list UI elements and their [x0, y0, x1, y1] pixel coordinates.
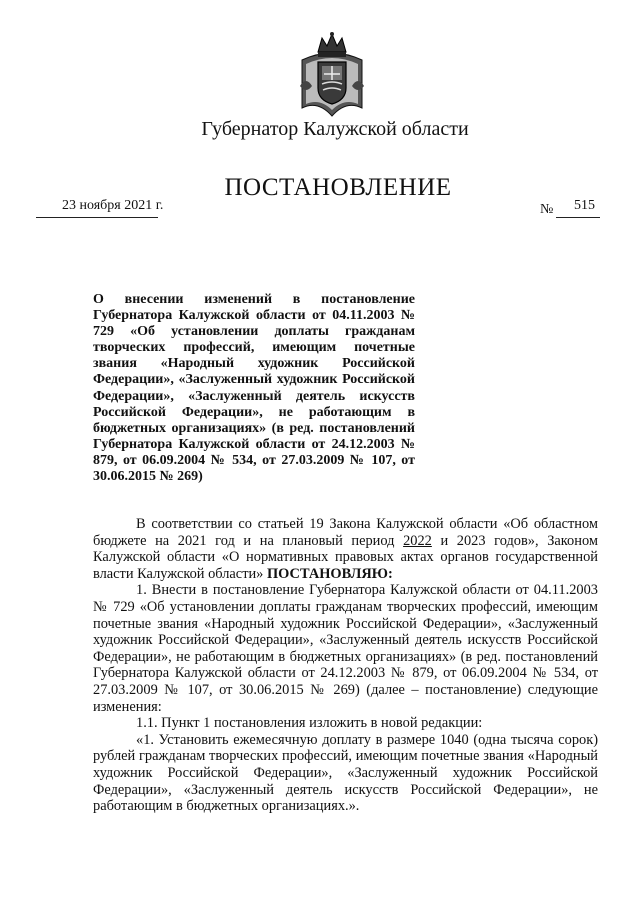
document-type: ПОСТАНОВЛЕНИЕ: [224, 174, 452, 201]
issuing-authority: Губернатор Калужской области: [201, 118, 469, 140]
preamble-text-cont: и 2023 годов», Законом Калужской области «О нормативных правовых актах органов государственной власти Калужской области»: [93, 532, 598, 582]
document-title: О внесении изменений в постановление Губернатора Калужской области от 04.11.2003 № 729 «Об установлении доплаты гражданам творческих профессий, имеющим почетные звания «Народный художник Российской Федерации», «Заслуженный художник Российской Федерации», «Заслуженный деятель искусств Российской Федерации», не работающим в бюджетных организациях» (в ред. постановлений Губернатора Калужской области от 24.12.2003 № 879, от 06.09.2004 № 534, от 27.03.2009 № 107, от 30.06.2015 № 269): [93, 292, 415, 485]
document-date: 23 ноября 2021 г.: [62, 198, 164, 213]
date-underline: [36, 217, 158, 218]
document-body: [93, 516, 598, 815]
paragraph-item-1-1: 1.1. Пункт 1 постановления изложить в новой редакции:: [136, 715, 483, 732]
paragraph-item-1: 1. Внести в постановление Губернатора Калужской области от 04.11.2003 № 729 «Об установлении доплаты гражданам творческих профессий, имеющим почетные звания «Народный художник Российской Федерации», «Заслуженный художник Российской Федерации», «Заслуженный деятель искусств Российской Федерации», не работающим в бюджетных организациях» (в ред. постановлений Губернатора Калужской области от 24.12.2003 № 879, от 06.09.2004 № 534, от 27.03.2009 № 107, от 30.06.2015 № 269) (далее – постановление) следующие изменения:: [93, 582, 598, 715]
paragraph-new-wording: «1. Установить ежемесячную доплату в размере 1040 (одна тысяча сорок) рублей гражданам творческих профессий, имеющим почетные звания «Народный художник Российской Федерации», «Заслуженный художник Российской Федерации», «Заслуженный деятель искусств Российской Федерации», не работающим в бюджетных организациях.».: [93, 731, 598, 815]
preamble-text: В соответствии со статьей 19 Закона Калужской области «Об областном бюджете на 2021 год и на плановый период: [93, 516, 598, 549]
number-underline: [556, 217, 600, 218]
document-number: 515: [574, 198, 595, 213]
preamble-underlined-year: 2022: [403, 532, 432, 549]
kaluga-coat-of-arms-icon: [296, 30, 368, 118]
decree-keyword: ПОСТАНОВЛЯЮ:: [266, 565, 393, 582]
paragraph-preamble: [93, 516, 598, 582]
number-label: №: [540, 202, 554, 217]
